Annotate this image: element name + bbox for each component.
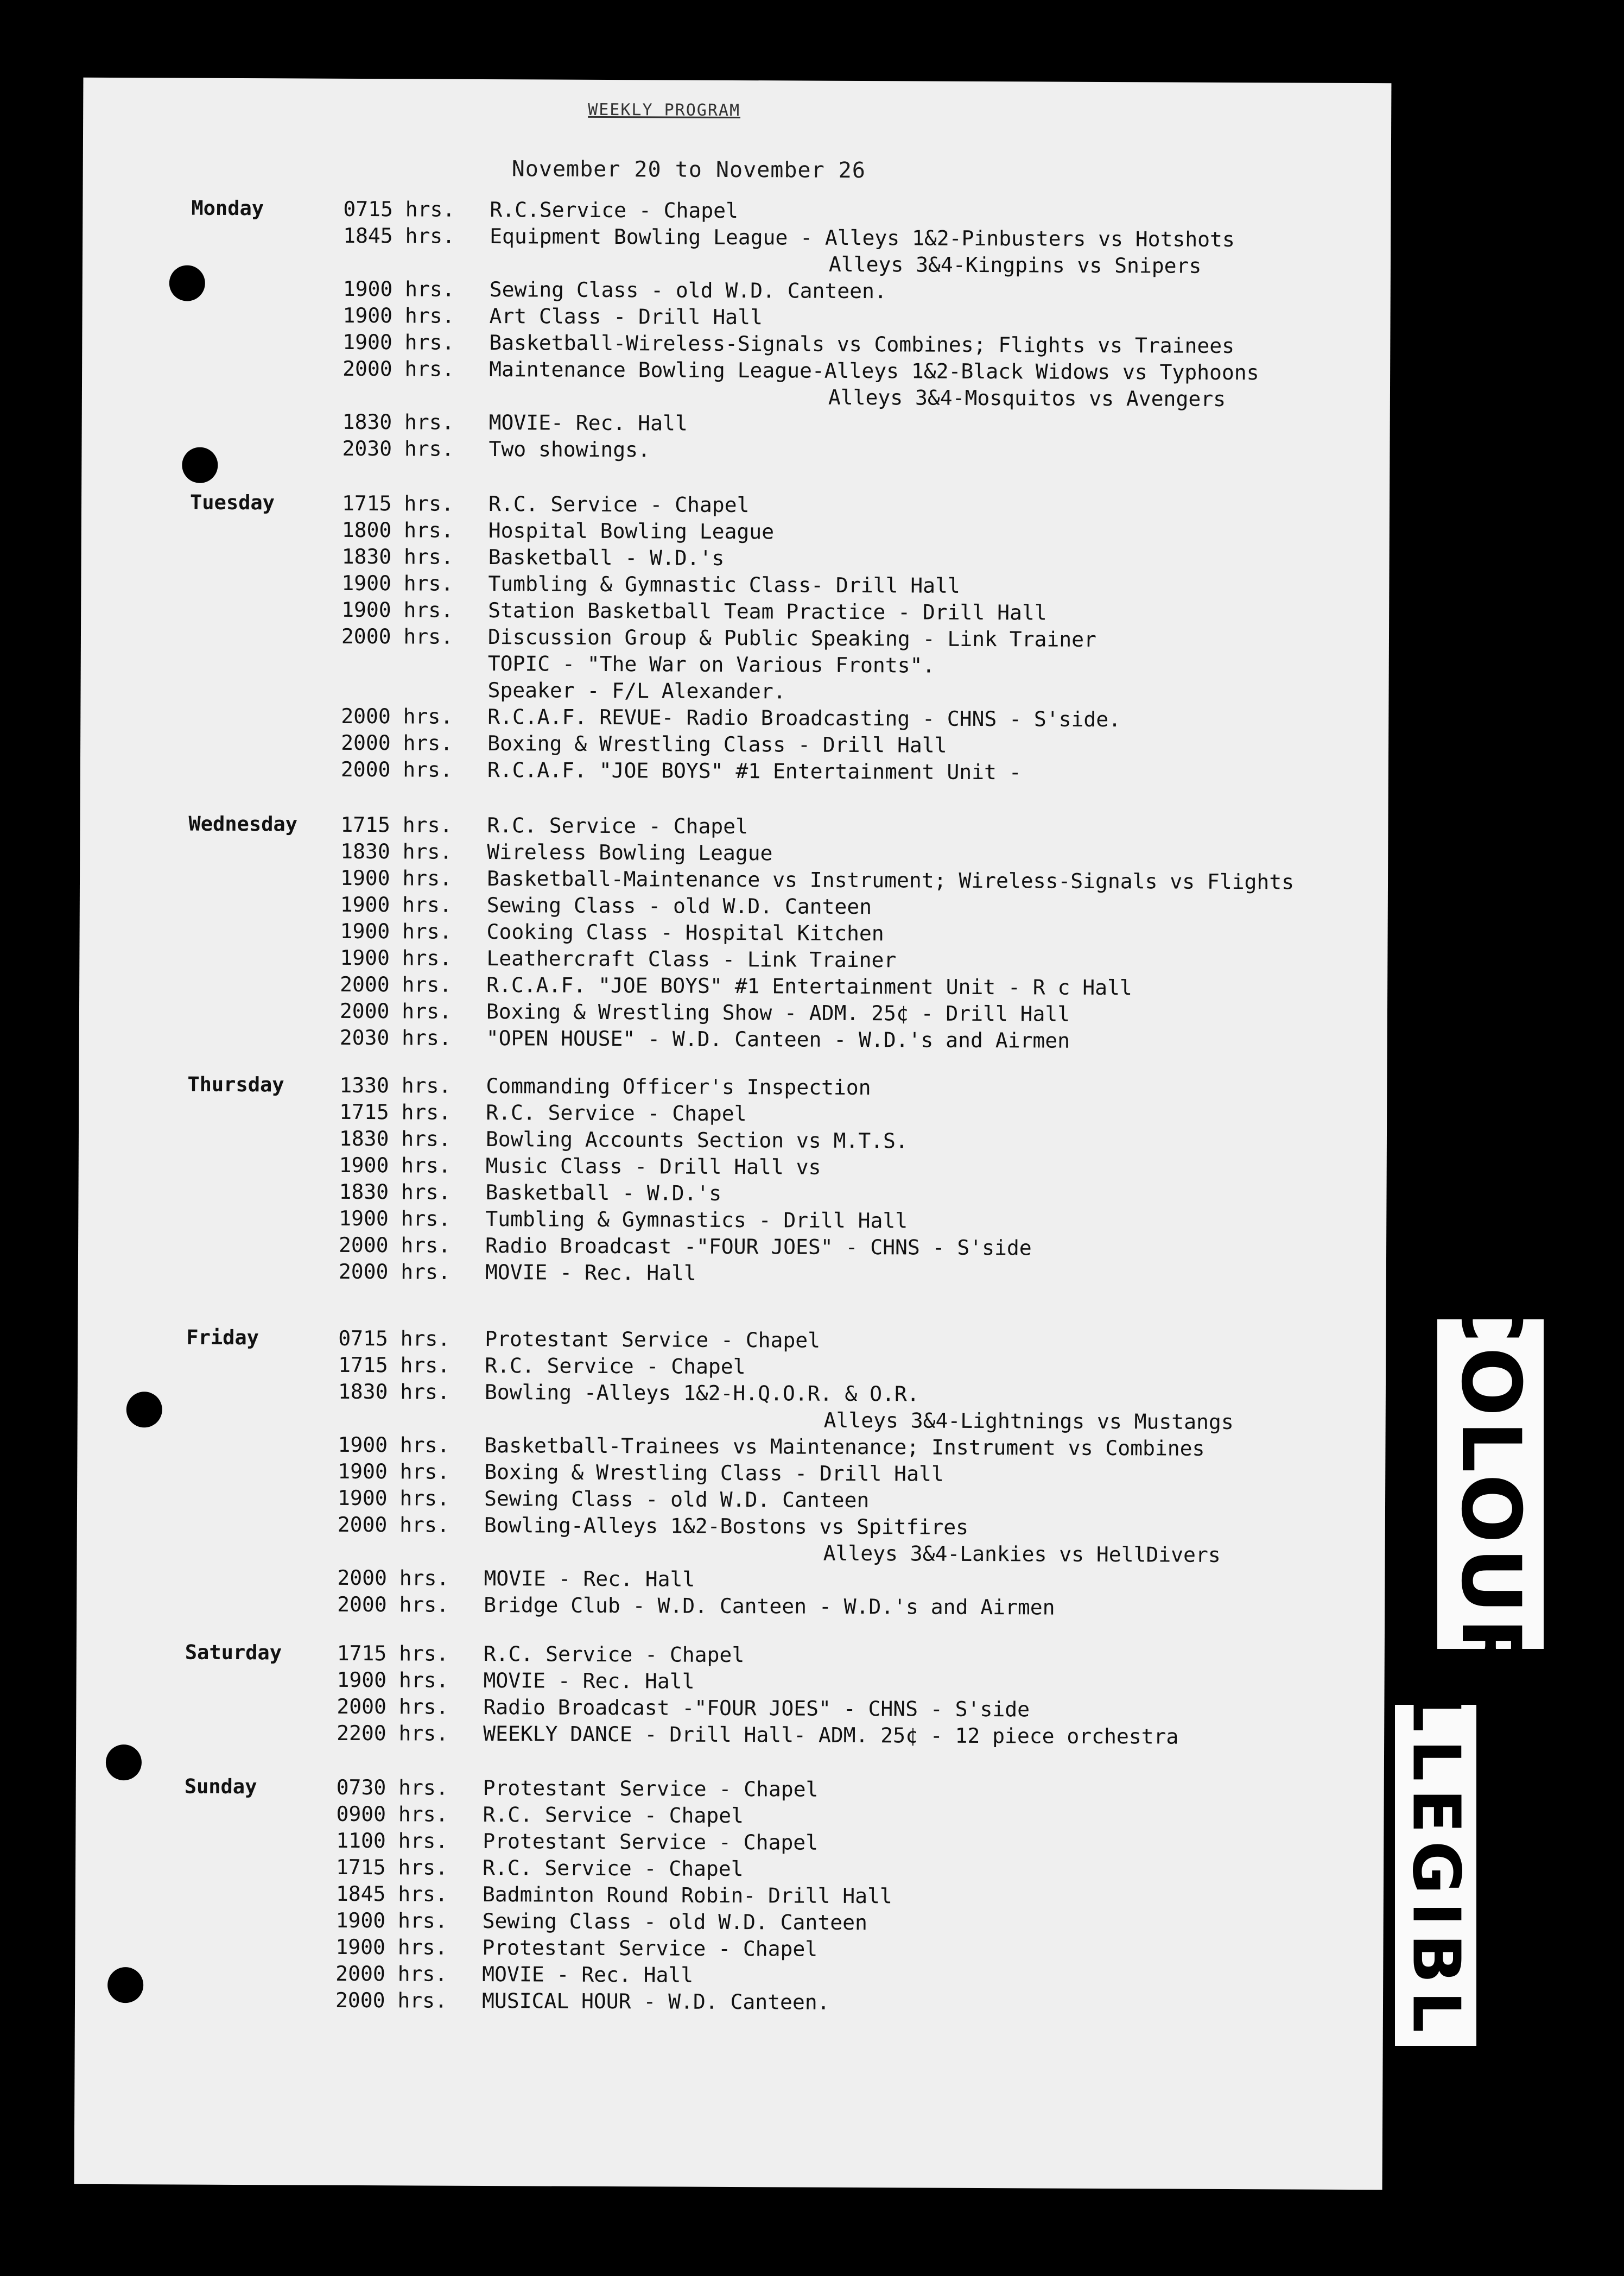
- entry-description: R.C.A.F. REVUE- Radio Broadcasting - CHNS - S'side.: [487, 705, 1121, 732]
- entry-time: 2000 hrs.: [341, 730, 453, 755]
- entry-description: R.C.Service - Chapel: [490, 198, 739, 223]
- entry-time: 2000 hrs.: [335, 1961, 448, 1986]
- entry-description: Protestant Service - Chapel: [483, 1776, 819, 1801]
- entry-description: Bowling -Alleys 1&2-H.Q.O.R. & O.R.: [484, 1380, 919, 1406]
- entry-time: 1715 hrs.: [337, 1641, 449, 1666]
- entry-time: 2000 hrs.: [341, 624, 453, 649]
- entry-description: Basketball-Wireless-Signals vs Combines; Flights vs Trainees: [489, 331, 1235, 358]
- entry-time: [342, 383, 473, 384]
- entry-description: Boxing & Wrestling Class - Drill Hall: [484, 1460, 944, 1486]
- day-label: Wednesday: [188, 812, 298, 836]
- entry-description: Sewing Class - old W.D. Canteen: [482, 1909, 867, 1935]
- entry-time: 1715 hrs.: [338, 1352, 451, 1377]
- day-label: Thursday: [187, 1072, 284, 1097]
- entry-time: 1900 hrs.: [342, 330, 455, 355]
- entry-description: R.C. Service - Chapel: [483, 1642, 745, 1667]
- entry-time: 1900 hrs.: [337, 1485, 450, 1510]
- entry-description: Art Class - Drill Hall: [489, 304, 763, 330]
- entry-time: 2000 hrs.: [337, 1592, 449, 1617]
- entry-description: Alleys 3&4-Mosquitos vs Avengers: [828, 385, 1226, 411]
- entry-description: Hospital Bowling League: [488, 519, 775, 544]
- entry-time: 1830 hrs.: [338, 1379, 450, 1404]
- entry-description: Speaker - F/L Alexander.: [487, 678, 786, 704]
- entry-time: 1900 hrs.: [338, 1459, 450, 1484]
- entry-description: Protestant Service - Chapel: [482, 1936, 818, 1961]
- entry-time: 1845 hrs.: [335, 1881, 448, 1906]
- entry-description: Boxing & Wrestling Class - Drill Hall: [487, 731, 947, 757]
- entry-time: 2030 hrs.: [339, 1025, 452, 1050]
- entry-description: Tumbling & Gymnastics - Drill Hall: [485, 1207, 908, 1233]
- entry-description: MOVIE - Rec. Hall: [485, 1260, 696, 1285]
- entry-time: 1830 hrs.: [340, 839, 453, 864]
- entry-description: TOPIC - "The War on Various Fronts".: [487, 652, 935, 678]
- entry-time: 2000 hrs.: [338, 1259, 451, 1284]
- entry-description: MUSICAL HOUR - W.D. Canteen.: [481, 1988, 830, 2014]
- entry-time: [338, 1406, 468, 1407]
- entry-description: Basketball - W.D.'s: [485, 1180, 722, 1205]
- entry-description: Basketball-Maintenance vs Instrument; Wireless-Signals vs Flights: [486, 867, 1295, 894]
- entry-description: "OPEN HOUSE" - W.D. Canteen - W.D.'s and Airmen: [486, 1026, 1070, 1053]
- entry-time: 2000 hrs.: [335, 1988, 448, 2013]
- entry-description: WEEKLY DANCE - Drill Hall- ADM. 25¢ - 12 piece orchestra: [483, 1722, 1179, 1749]
- illegible-stamp: [1395, 1658, 1476, 2092]
- day-label: Monday: [191, 196, 264, 220]
- entry-time: 1845 hrs.: [343, 223, 455, 248]
- entry-description: Cooking Class - Hospital Kitchen: [486, 920, 884, 946]
- entry-time: 2000 hrs.: [340, 757, 453, 782]
- entry-time: 1830 hrs.: [342, 409, 454, 434]
- entry-description: Protestant Service - Chapel: [485, 1327, 821, 1352]
- entry-description: R.C. Service - Chapel: [485, 1354, 746, 1379]
- day-label: Friday: [186, 1325, 259, 1350]
- entry-description: Badminton Round Robin- Drill Hall: [482, 1882, 892, 1908]
- entry-time: 1900 hrs.: [335, 1934, 448, 1959]
- entry-description: Radio Broadcast -"FOUR JOES" - CHNS - S'side: [485, 1234, 1032, 1260]
- entry-time: 1715 hrs.: [336, 1855, 448, 1880]
- entry-description: Discussion Group & Public Speaking - Link Trainer: [487, 625, 1097, 652]
- entry-description: Boxing & Wrestling Show - ADM. 25¢ - Drill Hall: [486, 1000, 1070, 1026]
- entry-description: Alleys 3&4-Lightnings vs Mustangs: [823, 1408, 1234, 1434]
- entry-description: Alleys 3&4-Lankies vs HellDivers: [823, 1541, 1221, 1567]
- entry-time: [338, 1539, 468, 1540]
- program-dates: November 20 to November 26: [511, 156, 866, 184]
- entry-description: Tumbling & Gymnastic Class- Drill Hall: [488, 572, 960, 598]
- entry-time: 1900 hrs.: [339, 1206, 451, 1231]
- document-page: [74, 78, 1392, 2190]
- entry-description: Bowling Accounts Section vs M.T.S.: [485, 1127, 908, 1153]
- entry-description: Maintenance Bowling League-Alleys 1&2-Black Widows vs Typhoons: [489, 357, 1259, 385]
- entry-description: MOVIE - Rec. Hall: [483, 1668, 695, 1693]
- entry-time: 2200 hrs.: [337, 1721, 449, 1746]
- entry-description: Sewing Class - old W.D. Canteen: [486, 893, 872, 919]
- day-label: Tuesday: [189, 490, 275, 515]
- punch-hole: [107, 1967, 143, 2003]
- entry-description: R.C.A.F. "JOE BOYS" #1 Entertainment Unit - R c Hall: [486, 973, 1132, 1000]
- entry-description: R.C.A.F. "JOE BOYS" #1 Entertainment Unit -: [487, 758, 1022, 785]
- entry-time: 1900 hrs.: [340, 945, 452, 970]
- entry-time: 1900 hrs.: [342, 303, 455, 328]
- entry-time: 2030 hrs.: [342, 436, 454, 461]
- entry-description: R.C. Service - Chapel: [488, 492, 750, 517]
- day-label: Saturday: [185, 1640, 282, 1665]
- entry-time: 1900 hrs.: [341, 571, 454, 596]
- entry-description: Two showings.: [489, 437, 651, 462]
- punch-hole: [106, 1744, 142, 1780]
- entry-description: Commanding Officer's Inspection: [486, 1074, 871, 1100]
- entry-time: 1330 hrs.: [339, 1073, 452, 1098]
- entry-time: 0730 hrs.: [336, 1775, 448, 1800]
- entry-time: 2000 hrs.: [340, 972, 452, 997]
- entry-description: MOVIE - Rec. Hall: [484, 1566, 695, 1591]
- entry-time: 1900 hrs.: [337, 1667, 449, 1692]
- entry-time: 1830 hrs.: [339, 1126, 451, 1151]
- entry-description: Music Class - Drill Hall vs: [485, 1154, 821, 1179]
- entry-description: Sewing Class - old W.D. Canteen: [484, 1487, 870, 1513]
- entry-time: 1900 hrs.: [340, 919, 452, 944]
- entry-description: Equipment Bowling League - Alleys 1&2-Pinbusters vs Hotshots: [490, 224, 1235, 252]
- entry-time: 2000 hrs.: [337, 1512, 449, 1537]
- entry-time: 1900 hrs.: [341, 597, 454, 622]
- entry-description: Alleys 3&4-Kingpins vs Snipers: [828, 252, 1202, 278]
- entry-time: 1715 hrs.: [341, 491, 454, 516]
- entry-time: 1800 hrs.: [341, 517, 454, 542]
- punch-hole: [126, 1392, 162, 1427]
- colour-stamp: [1437, 1283, 1544, 1685]
- entry-time: 2000 hrs.: [339, 998, 452, 1023]
- entry-description: Radio Broadcast -"FOUR JOES" - CHNS - S'side: [483, 1695, 1030, 1722]
- entry-time: 1100 hrs.: [336, 1828, 448, 1853]
- entry-description: Leathercraft Class - Link Trainer: [486, 946, 897, 972]
- entry-time: 2000 hrs.: [342, 356, 455, 381]
- entry-description: Sewing Class - old W.D. Canteen.: [489, 277, 887, 304]
- punch-hole: [182, 447, 218, 483]
- entry-time: 1900 hrs.: [342, 276, 455, 301]
- entry-time: 0715 hrs.: [338, 1326, 451, 1351]
- entry-time: 2000 hrs.: [337, 1565, 449, 1590]
- entry-time: 2000 hrs.: [341, 704, 453, 729]
- entry-time: 2000 hrs.: [339, 1232, 451, 1257]
- entry-description: MOVIE - Rec. Hall: [482, 1962, 694, 1987]
- entry-time: 1715 hrs.: [339, 1099, 452, 1124]
- punch-hole: [169, 265, 205, 301]
- day-label: Sunday: [184, 1774, 257, 1799]
- entry-description: Protestant Service - Chapel: [483, 1829, 819, 1855]
- entry-time: 0900 hrs.: [336, 1801, 448, 1826]
- entry-time: 2000 hrs.: [337, 1694, 449, 1719]
- entry-description: R.C. Service - Chapel: [483, 1856, 744, 1881]
- entry-time: 1830 hrs.: [341, 544, 454, 569]
- entry-time: 0715 hrs.: [343, 197, 455, 222]
- entry-description: R.C. Service - Chapel: [487, 813, 748, 839]
- entry-time: 1830 hrs.: [339, 1179, 451, 1204]
- entry-time: 1900 hrs.: [339, 1153, 451, 1178]
- colour-stamp-text: COLOUR: [1443, 1283, 1538, 1685]
- entry-description: MOVIE- Rec. Hall: [489, 410, 688, 435]
- entry-description: Bowling-Alleys 1&2-Bostons vs Spitfires: [484, 1513, 969, 1539]
- program-title: WEEKLY PROGRAM: [588, 100, 741, 121]
- entry-time: 1900 hrs.: [335, 1908, 448, 1933]
- entry-time: 1900 hrs.: [338, 1432, 450, 1457]
- entry-time: [343, 250, 473, 251]
- entry-description: Station Basketball Team Practice - Drill Hall: [488, 598, 1047, 625]
- entry-description: Wireless Bowling League: [487, 840, 773, 865]
- entry-time: [341, 651, 472, 652]
- illegible-stamp-text: ILLEGIBLE: [1398, 1658, 1474, 2092]
- entry-time: 1715 hrs.: [340, 812, 453, 837]
- entry-description: Basketball-Trainees vs Maintenance; Instrument vs Combines: [484, 1433, 1205, 1461]
- entry-description: Bridge Club - W.D. Canteen - W.D.'s and Airmen: [484, 1593, 1055, 1620]
- entry-description: R.C. Service - Chapel: [486, 1101, 747, 1126]
- entry-description: R.C. Service - Chapel: [483, 1803, 744, 1828]
- entry-time: 1900 hrs.: [340, 865, 453, 890]
- entry-description: Basketball - W.D.'s: [488, 545, 725, 570]
- entry-time: 1900 hrs.: [340, 892, 452, 917]
